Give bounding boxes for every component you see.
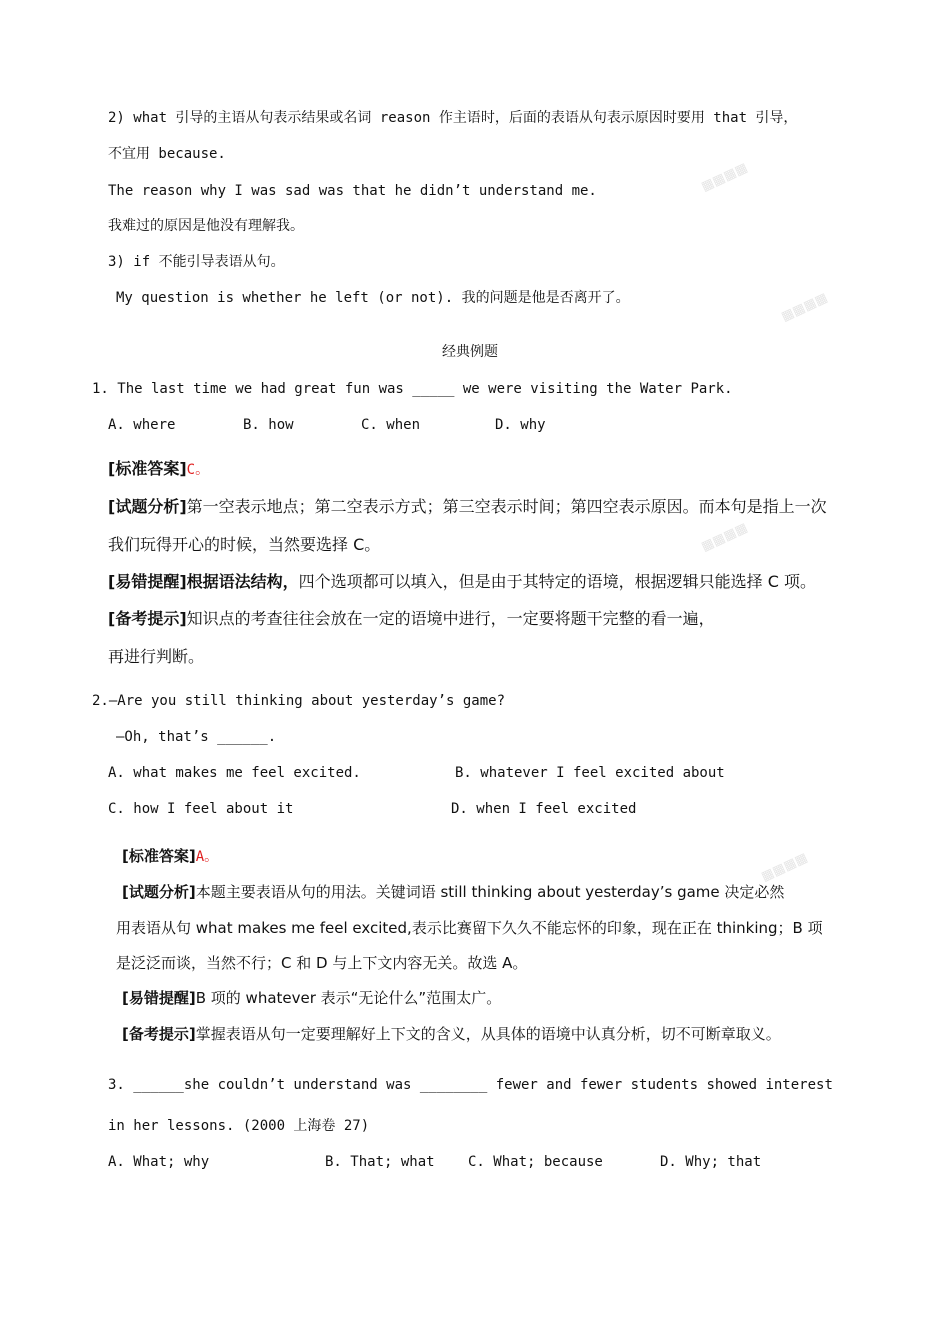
q1-analysis-text-2: 我们玩得开心的时候，当然要选择 C。 [108,535,381,554]
q1-prep-text-2: 再进行判断。 [108,647,205,666]
q1-stem: 1. The last time we had great fun was _____ we were visiting the Water Park. [92,381,733,397]
q2-tip [122,988,501,1008]
q1-option-c: C. when [361,417,421,433]
q2-answer [122,846,218,867]
section-title: 经典例题 [442,344,498,360]
q2-analysis-label: [试题分析] [122,883,196,901]
q2-stem: 2.—Are you still thinking about yesterday’s game? [92,693,506,709]
q2-option-c: C. how I feel about it [108,801,294,817]
q3-option-d: D. Why; that [660,1154,762,1170]
q2-prep-label: [备考提示] [122,1025,196,1043]
q2-analysis-text-2: 用表语从句 what makes me feel excited,表示比赛留下久久不能忘怀的印象，现在正在 thinking；B 项 [116,919,823,937]
q1-answer-value: C。 [186,462,210,478]
q2-analysis-text-3: 是泛泛而谈，当然不行；C 和 D 与上下文内容无关。故选 A。 [116,954,528,972]
q1-prep [108,609,715,629]
q1-prep-label: [备考提示] [108,609,187,628]
q1-analysis-label: [试题分析] [108,497,187,516]
q1-answer-label: [标准答案] [108,459,187,478]
q1-option-a: A. where [108,417,176,433]
intro-example-en: The reason why I was sad was that he didn’t understand me. [108,183,597,199]
watermark: ▦▦▦▦ [699,160,751,195]
q2-option-d: D. when I feel excited [451,801,637,817]
q3-option-c: C. What; because [468,1154,603,1170]
q2-prep-text: 掌握表语从句一定要理解好上下文的含义，从具体的语境中认真分析，切不可断章取义。 [195,1025,781,1043]
intro-line-2: 不宜用 because. [108,146,226,162]
q3-option-b: B. That; what [325,1154,435,1170]
watermark: ▦▦▦▦ [699,520,751,555]
q1-tip-text: 四个选项都可以填入，但是由于其特定的语境，根据逻辑只能选择 C 项。 [298,572,817,591]
q1-option-d: D. why [495,417,546,433]
watermark: ▦▦▦▦ [779,290,831,325]
q3-stem-1: 3. ______she couldn’t understand was ________ fewer and fewer students showed interest [108,1077,833,1093]
intro-line-5: 3) if 不能引导表语从句。 [108,254,285,270]
q1-tip [108,572,816,592]
q2-answer-label: [标准答案] [122,847,196,865]
q2-analysis [122,882,784,902]
intro-example-zh: 我难过的原因是他没有理解我。 [108,218,304,234]
q1-analysis-text-1: 第一空表示地点；第二空表示方式；第三空表示时间；第四空表示原因。而本句是指上一次 [186,497,827,516]
q2-prep [122,1024,781,1044]
q1-answer [108,459,209,480]
q2-tip-text: B 项的 whatever 表示“无论什么”范围太广。 [195,989,502,1007]
q1-analysis [108,497,827,517]
q1-prep-text-1: 知识点的考查往往会放在一定的语境中进行，一定要将题干完整的看一遍， [186,609,715,628]
q2-option-a: A. what makes me feel excited. [108,765,361,781]
watermark: ▦▦▦▦ [759,850,811,885]
intro-line-1: 2) what 引导的主语从句表示结果或名词 reason 作主语时，后面的表语从句表示原因时要用 that 引导， [108,110,798,126]
q2-option-b: B. whatever I feel excited about [455,765,725,781]
q2-reply: —Oh, that’s ______. [116,729,277,745]
q1-option-b: B. how [243,417,294,433]
q1-tip-label: [易错提醒] [108,572,187,591]
q2-analysis-text-1: 本题主要表语从句的用法。关键词语 still thinking about yesterday’s game 决定必然 [195,883,785,901]
q3-stem-2: in her lessons. (2000 上海卷 27) [108,1118,370,1134]
q2-tip-label: [易错提醒] [122,989,196,1007]
q2-answer-value: A。 [195,849,219,865]
intro-line-6: My question is whether he left (or not). 我的问题是他是否离开了。 [116,290,630,306]
q1-tip-bold: 根据语法结构， [186,572,299,591]
q3-option-a: A. What; why [108,1154,210,1170]
